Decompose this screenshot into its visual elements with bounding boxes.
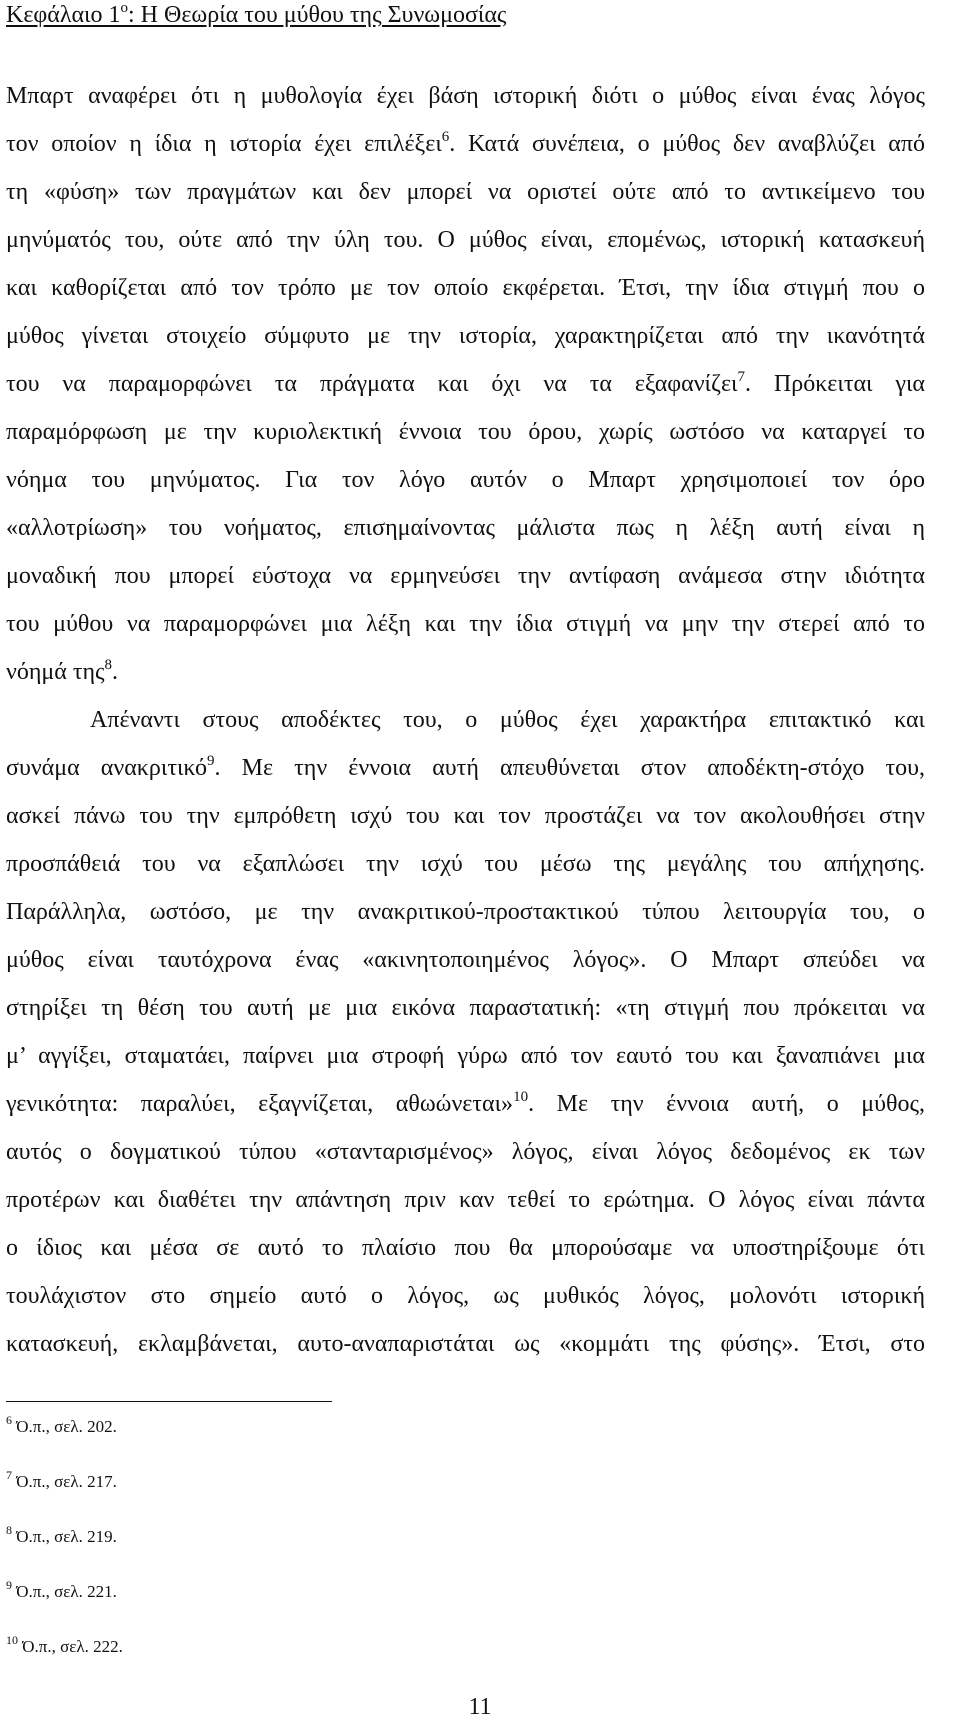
text-run: τον οποίον η ίδια η ιστορία έχει επιλέξει (6, 131, 442, 157)
text-line (6, 264, 925, 312)
chapter-title-suffix: : Η Θεωρία του μύθου της Συνωμοσίας (128, 2, 507, 28)
text-run: αυτός ο δογματικού τύπου «στανταρισμένος» λόγος, είναι λόγος δεδομένος εκ των (6, 1139, 925, 1165)
footnote-reference[interactable]: 6 (441, 129, 450, 145)
text-line (6, 312, 925, 360)
text-run: συνάμα ανακριτικό (6, 755, 207, 781)
footnote-text: Ό.π., σελ. 222. (22, 1637, 123, 1656)
text-run: γενικότητα: παραλύει, εξαγνίζεται, αθωώνεται» (6, 1091, 514, 1117)
text-run: μύθος γίνεται στοιχείο σύμφυτο με την ιστορία, χαρακτηρίζεται από την ικανότητά (6, 323, 925, 349)
text-run: μηνύματός του, ούτε από την ύλη του. Ο μύθος είναι, επομένως, ιστορική κατασκευή (6, 227, 925, 253)
footnote-item (6, 1632, 123, 1687)
body-text (6, 72, 925, 1368)
footnote-reference[interactable]: 8 (104, 657, 113, 673)
text-run: νόημα του μηνύματος. Για τον λόγο αυτόν ο Μπαρτ χρησιμοποιεί τον όρο (6, 467, 925, 493)
text-run: τη «φύση» των πραγμάτων και δεν μπορεί να οριστεί ούτε από το αντικείμενο του (6, 179, 925, 205)
text-run: . (112, 659, 119, 685)
footnote-item (6, 1467, 123, 1522)
text-run: προτέρων και διαθέτει την απάντηση πριν καν τεθεί το ερώτημα. Ο λόγος είναι πάντα (6, 1187, 925, 1213)
text-line (6, 360, 925, 408)
text-line (6, 552, 925, 600)
footnotes (6, 1412, 123, 1687)
text-run: Μπαρτ αναφέρει ότι η μυθολογία έχει βάση ιστορική διότι ο μύθος είναι ένας λόγος (6, 83, 925, 109)
footnote-item (6, 1412, 123, 1467)
text-run: . Κατά συνέπεια, ο μύθος δεν αναβλύζει από (449, 131, 925, 157)
text-line (6, 984, 925, 1032)
text-run: τουλάχιστον στο σημείο αυτό ο λόγος, ως μυθικός λόγος, μολονότι ιστορική (6, 1283, 925, 1309)
text-run: στηρίξει τη θέση του αυτή με μια εικόνα παραστατική: «τη στιγμή που πρόκειται να (6, 995, 925, 1021)
footnote-text: Ό.π., σελ. 221. (16, 1582, 117, 1601)
footnote-reference[interactable]: 10 (513, 1089, 529, 1105)
text-line (6, 168, 925, 216)
footnote-text: Ό.π., σελ. 202. (16, 1417, 117, 1436)
chapter-header (6, 0, 506, 30)
text-line (6, 408, 925, 456)
text-line (6, 120, 925, 168)
footnote-number: 10 (6, 1633, 18, 1647)
text-run: κατασκευή, εκλαμβάνεται, αυτο-αναπαριστάται ως «κομμάτι της φύσης». Έτσι, στο (6, 1331, 925, 1357)
text-line (6, 1176, 925, 1224)
footnote-number: 7 (6, 1468, 12, 1482)
footnote-text: Ό.π., σελ. 217. (16, 1472, 117, 1491)
footnote-number: 9 (6, 1578, 12, 1592)
text-line (6, 72, 925, 120)
text-run: . Με την έννοια αυτή, ο μύθος, (528, 1091, 925, 1117)
footnote-item (6, 1522, 123, 1577)
text-line (6, 792, 925, 840)
text-line (6, 1032, 925, 1080)
text-line (6, 744, 925, 792)
text-line (6, 648, 925, 696)
text-line (6, 504, 925, 552)
text-line (6, 1320, 925, 1368)
text-run: ο ίδιος και μέσα σε αυτό το πλαίσιο που θα μπορούσαμε να υποστηρίξουμε ότι (6, 1235, 925, 1261)
chapter-title-prefix: Κεφάλαιο 1 (6, 2, 121, 28)
text-run: παραμόρφωση με την κυριολεκτική έννοια του όρου, χωρίς ωστόσο να καταργεί το (6, 419, 925, 445)
text-line (6, 888, 925, 936)
text-run: νόημά της (6, 659, 105, 685)
text-run: . Πρόκειται για (745, 371, 926, 397)
footnote-separator (6, 1401, 332, 1402)
text-run: του να παραμορφώνει τα πράγματα και όχι να τα εξαφανίζει (6, 371, 738, 397)
text-run: του μύθου να παραμορφώνει μια λέξη και την ίδια στιγμή να μην την στερεί από το (6, 611, 925, 637)
text-line (6, 456, 925, 504)
text-line (6, 840, 925, 888)
footnote-reference[interactable]: 9 (207, 753, 215, 769)
text-line (6, 1272, 925, 1320)
text-line (6, 696, 925, 744)
text-run: μύθος είναι ταυτόχρονα ένας «ακινητοποιημένος λόγος». Ο Μπαρτ σπεύδει να (6, 947, 925, 973)
text-line (6, 1224, 925, 1272)
text-line (6, 216, 925, 264)
text-line (6, 936, 925, 984)
footnote-text: Ό.π., σελ. 219. (16, 1527, 117, 1546)
footnote-item (6, 1577, 123, 1632)
text-run: . Με την έννοια αυτή απευθύνεται στον αποδέκτη-στόχο του, (214, 755, 925, 781)
text-line (6, 1080, 925, 1128)
text-run: και καθορίζεται από τον τρόπο με τον οποίο εκφέρεται. Έτσι, την ίδια στιγμή που ο (6, 275, 925, 301)
text-line (6, 1128, 925, 1176)
footnote-number: 8 (6, 1523, 12, 1537)
text-run: ασκεί πάνω του την εμπρόθετη ισχύ του και τον προστάζει να τον ακολουθήσει στην (6, 803, 925, 829)
text-run: Παράλληλα, ωστόσο, με την ανακριτικού-προστακτικού τύπου λειτουργία του, ο (6, 899, 925, 925)
text-run: μοναδική που μπορεί εύστοχα να ερμηνεύσει την αντίφαση ανάμεσα στην ιδιότητα (6, 563, 925, 589)
page-number: 11 (468, 1694, 492, 1720)
text-run: μ’ αγγίξει, σταματάει, παίρνει μια στροφή γύρω από τον εαυτό του και ξαναπιάνει μια (6, 1043, 925, 1069)
footnote-reference[interactable]: 7 (737, 369, 745, 385)
text-run: Απέναντι στους αποδέκτες του, ο μύθος έχει χαρακτήρα επιτακτικό και (90, 707, 925, 733)
chapter-title-superscript: ο (120, 0, 129, 16)
text-run: προσπάθειά του να εξαπλώσει την ισχύ του μέσω της μεγάλης του απήχησης. (6, 851, 925, 877)
text-run: «αλλοτρίωση» του νοήματος, επισημαίνοντας μάλιστα πως η λέξη αυτή είναι η (6, 515, 925, 541)
text-line (6, 600, 925, 648)
footnote-number: 6 (6, 1413, 12, 1427)
